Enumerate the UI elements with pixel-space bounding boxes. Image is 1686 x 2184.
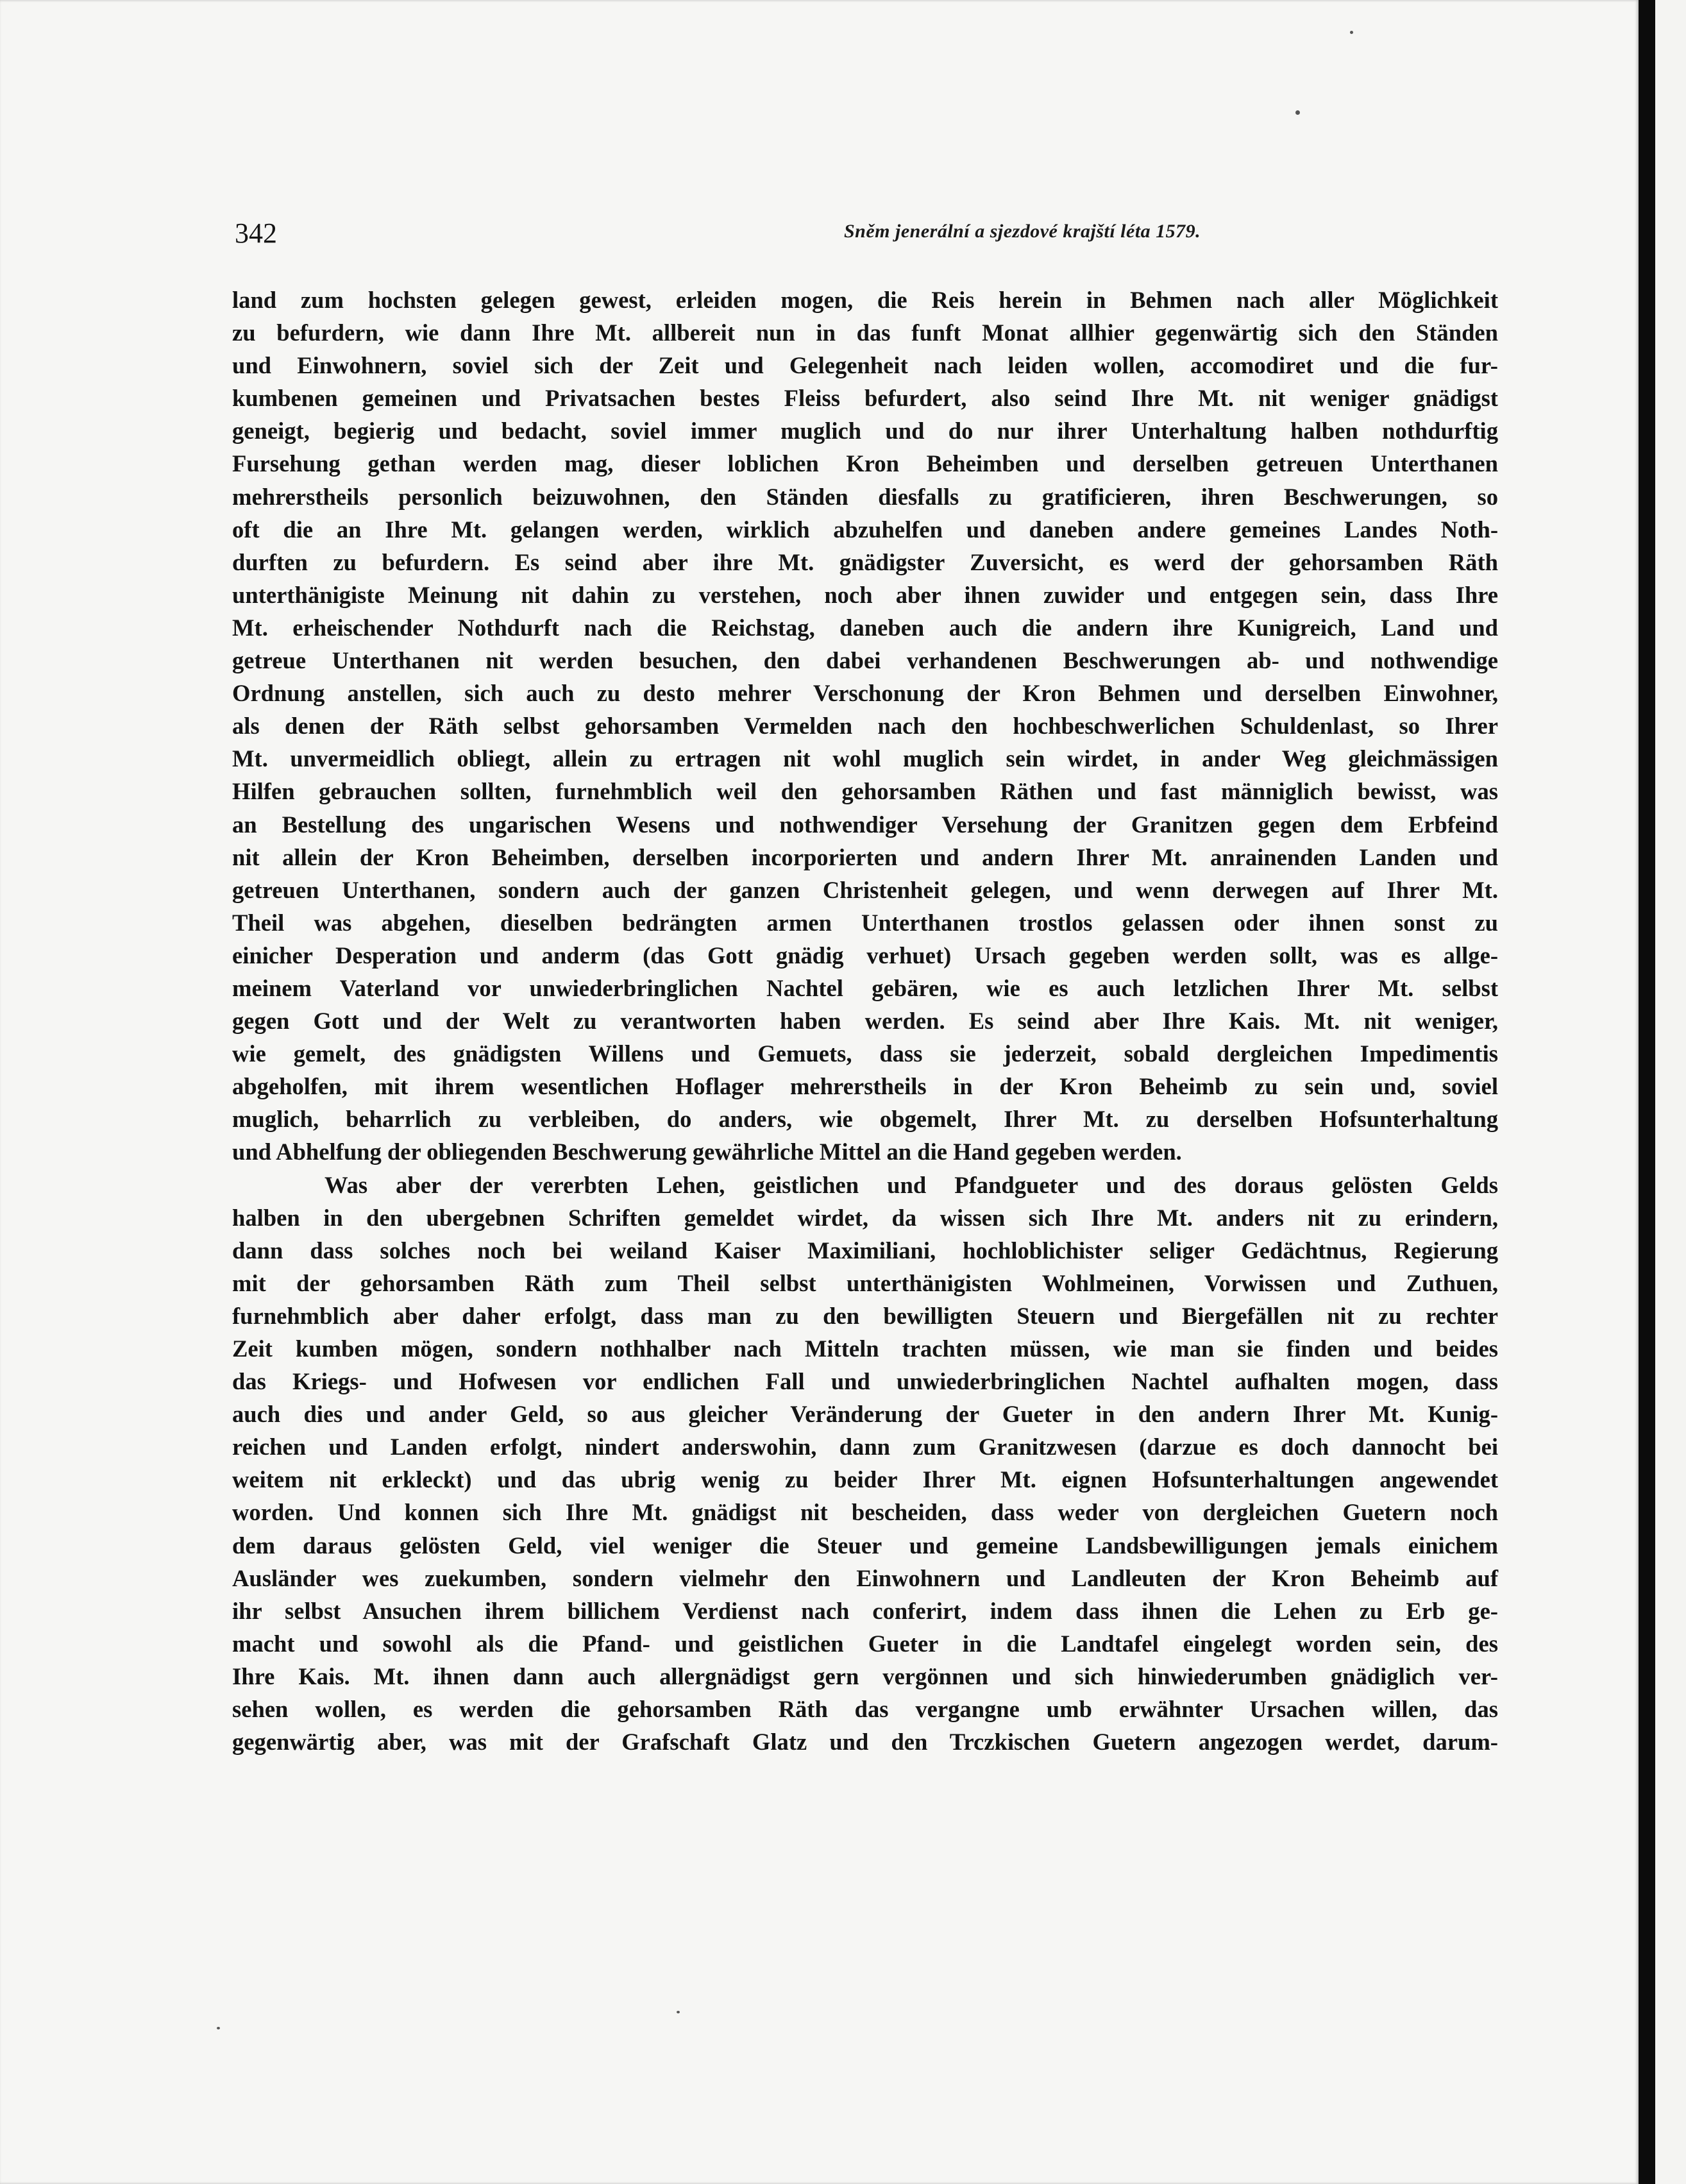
text-line: mit der gehorsamben Räth zum Theil selbst unterthänigisten Wohlmeinen, Vorwissen und Zuthuen,: [232, 1269, 1498, 1296]
text-line: meinem Vaterland vor unwiederbringlichen Nachtel gebären, wie es auch letzlichen Ihrer Mt. selbst: [232, 974, 1498, 1001]
text-line: gegenwärtig aber, was mit der Grafschaft Glatz und den Trczkischen Guetern angezogen werdet, darum-: [232, 1729, 1498, 1756]
text-line: wie gemelt, des gnädigsten Willens und Gemuets, dass sie jederzeit, sobald dergleichen Impedimentis: [232, 1040, 1498, 1067]
scan-speck: [1350, 31, 1353, 34]
text-line: Fursehung gethan werden mag, dieser loblichen Kron Beheimben und derselben getreuen Unterthanen: [232, 450, 1498, 477]
text-line: Ausländer wes zuekumben, sondern vielmehr den Einwohnern und Landleuten der Kron Beheimb auf: [232, 1564, 1498, 1591]
text-line: auch dies und ander Geld, so aus gleicher Veränderung der Gueter in den andern Ihrer Mt. Kunig-: [232, 1401, 1498, 1428]
text-line: Mt. erheischender Nothdurft nach die Reichstag, daneben auch die andern ihre Kunigreich, Land und: [232, 614, 1498, 641]
paragraph: [232, 1169, 1498, 1759]
text-line: Mt. unvermeidlich obliegt, allein zu ertragen nit wohl muglich sein wirdet, in ander Weg gleichmässigen: [232, 745, 1498, 772]
text-line: sehen wollen, es werden die gehorsamben Räth das vergangne umb erwähnter Ursachen willen, das: [232, 1696, 1498, 1723]
text-line: Theil was abgehen, dieselben bedrängten armen Unterthanen trostlos gelassen oder ihnen sonst zu: [232, 909, 1498, 936]
text-line: das Kriegs- und Hofwesen vor endlichen Fall und unwiederbringlichen Nachtel aufhalten mogen, dass: [232, 1368, 1498, 1395]
text-line: muglich, beharrlich zu verbleiben, do anders, wie obgemelt, Ihrer Mt. zu derselben Hofsunterhaltung: [232, 1106, 1498, 1133]
text-line: Ordnung anstellen, sich auch zu desto mehrer Verschonung der Kron Behmen und derselben Einwohner,: [232, 680, 1498, 707]
text-line: geneigt, begierig und bedacht, soviel immer muglich und do nur ihrer Unterhaltung halben nothdurftig: [232, 418, 1498, 444]
text-line: reichen und Landen erfolgt, nindert anderswohin, dann zum Granitzwesen (darzue es doch dannocht bei: [232, 1434, 1498, 1460]
text-line: Hilfen gebrauchen sollten, furnehmblich weil den gehorsamben Räthen und fast männiglich bewisst, was: [232, 778, 1498, 805]
text-line: land zum hochsten gelegen gewest, erleiden mogen, die Reis herein in Behmen nach aller Möglichkeit: [232, 287, 1498, 313]
text-line: weitem nit erkleckt) und das ubrig wenig zu beider Ihrer Mt. eignen Hofsunterhaltungen angewendet: [232, 1466, 1498, 1493]
text-line: und Einwohnern, soviel sich der Zeit und Gelegenheit nach leiden wollen, accomodiret und die fur-: [232, 352, 1498, 379]
text-line: furnehmblich aber daher erfolgt, dass man zu den bewilligten Steuern und Biergefällen nit zu rechter: [232, 1302, 1498, 1329]
text-line: zu befurdern, wie dann Ihre Mt. allbereit nun in das funft Monat allhier gegenwärtig sich den Ständen: [232, 319, 1498, 346]
text-line: getreue Unterthanen nit werden besuchen, den dabei verhandenen Beschwerungen ab- und nothwendige: [232, 647, 1498, 674]
text-line: Zeit kumben mögen, sondern nothhalber nach Mitteln trachten müssen, wie man sie finden und beides: [232, 1335, 1498, 1362]
text-line: getreuen Unterthanen, sondern auch der ganzen Christenheit gelegen, und wenn derwegen auf Ihrer Mt.: [232, 876, 1498, 903]
page-header: [235, 217, 1517, 255]
scan-speck: [677, 2011, 680, 2013]
text-line: mehrerstheils personlich beizuwohnen, den Ständen diesfalls zu gratificieren, ihren Beschwerungen, so: [232, 483, 1498, 510]
text-line: durften zu befurdern. Es seind aber ihre Mt. gnädigster Zuversicht, es werd der gehorsamben Räth: [232, 548, 1498, 575]
text-line: und Abhelfung der obliegenden Beschwerung gewährliche Mittel an die Hand gegeben werden.: [232, 1139, 1182, 1165]
text-line: macht und sowohl als die Pfand- und geistlichen Gueter in die Landtafel eingelegt worden sein, des: [232, 1630, 1498, 1657]
text-line: Ihre Kais. Mt. ihnen dann auch allergnädigst gern vergönnen und sich hinwiederumben gnädiglich ver-: [232, 1663, 1498, 1689]
scan-speck: [1295, 110, 1300, 115]
page-number: 342: [235, 217, 277, 249]
text-line: abgeholfen, mit ihrem wesentlichen Hoflager mehrerstheils in der Kron Beheimb zu sein und, soviel: [232, 1073, 1498, 1100]
text-line: ihr selbst Ansuchen ihrem billichem Verdienst nach conferirt, indem dass ihnen die Lehen zu Erb ge-: [232, 1597, 1498, 1624]
body-text: [232, 284, 1498, 1758]
text-line: unterthänigiste Meinung nit dahin zu verstehen, noch aber ihnen zuwider und entgegen sein, dass Ihre: [232, 581, 1498, 608]
text-line: dann dass solches noch bei weiland Kaiser Maximiliani, hochloblichister seliger Gedächtnus, Regierung: [232, 1237, 1498, 1264]
text-line: oft die an Ihre Mt. gelangen werden, wirklich abzuhelfen und daneben andere gemeines Landes Noth-: [232, 516, 1498, 543]
text-line: nit allein der Kron Beheimben, derselben incorporierten und andern Ihrer Mt. anrainenden Landen und: [232, 843, 1498, 870]
scan-speck: [217, 2027, 220, 2029]
text-line: als denen der Räth selbst gehorsamben Vermelden nach den hochbeschwerlichen Schuldenlast, so Ihrer: [232, 713, 1498, 740]
running-title: Sněm jenerální a sjezdové krajští léta 1579.: [844, 221, 1201, 242]
text-line: worden. Und konnen sich Ihre Mt. gnädigst nit bescheiden, dass weder von dergleichen Guetern noch: [232, 1499, 1498, 1526]
text-line: dem daraus gelösten Geld, viel weniger die Steuer und gemeine Landsbewilligungen jemals einichem: [232, 1532, 1498, 1559]
text-line: halben in den ubergebnen Schriften gemeldet wirdet, da wissen sich Ihre Mt. anders nit zu erindern,: [232, 1204, 1498, 1231]
text-line: Was aber der vererbten Lehen, geistlichen und Pfandgueter und des doraus gelösten Gelds: [325, 1171, 1498, 1198]
text-line: an Bestellung des ungarischen Wesens und nothwendiger Versehung der Granitzen gegen dem Erbfeind: [232, 811, 1498, 838]
text-line: gegen Gott und der Welt zu verantworten haben werden. Es seind aber Ihre Kais. Mt. nit weniger,: [232, 1008, 1498, 1035]
adjacent-page-edge: [1655, 0, 1686, 2184]
text-line: einicher Desperation und anderm (das Gott gnädig verhuet) Ursach gegeben werden sollt, was es allge-: [232, 942, 1498, 969]
paragraph: [232, 284, 1498, 1169]
text-line: kumbenen gemeinen und Privatsachen bestes Fleiss befurdert, also seind Ihre Mt. nit weniger gnädigst: [232, 385, 1498, 412]
